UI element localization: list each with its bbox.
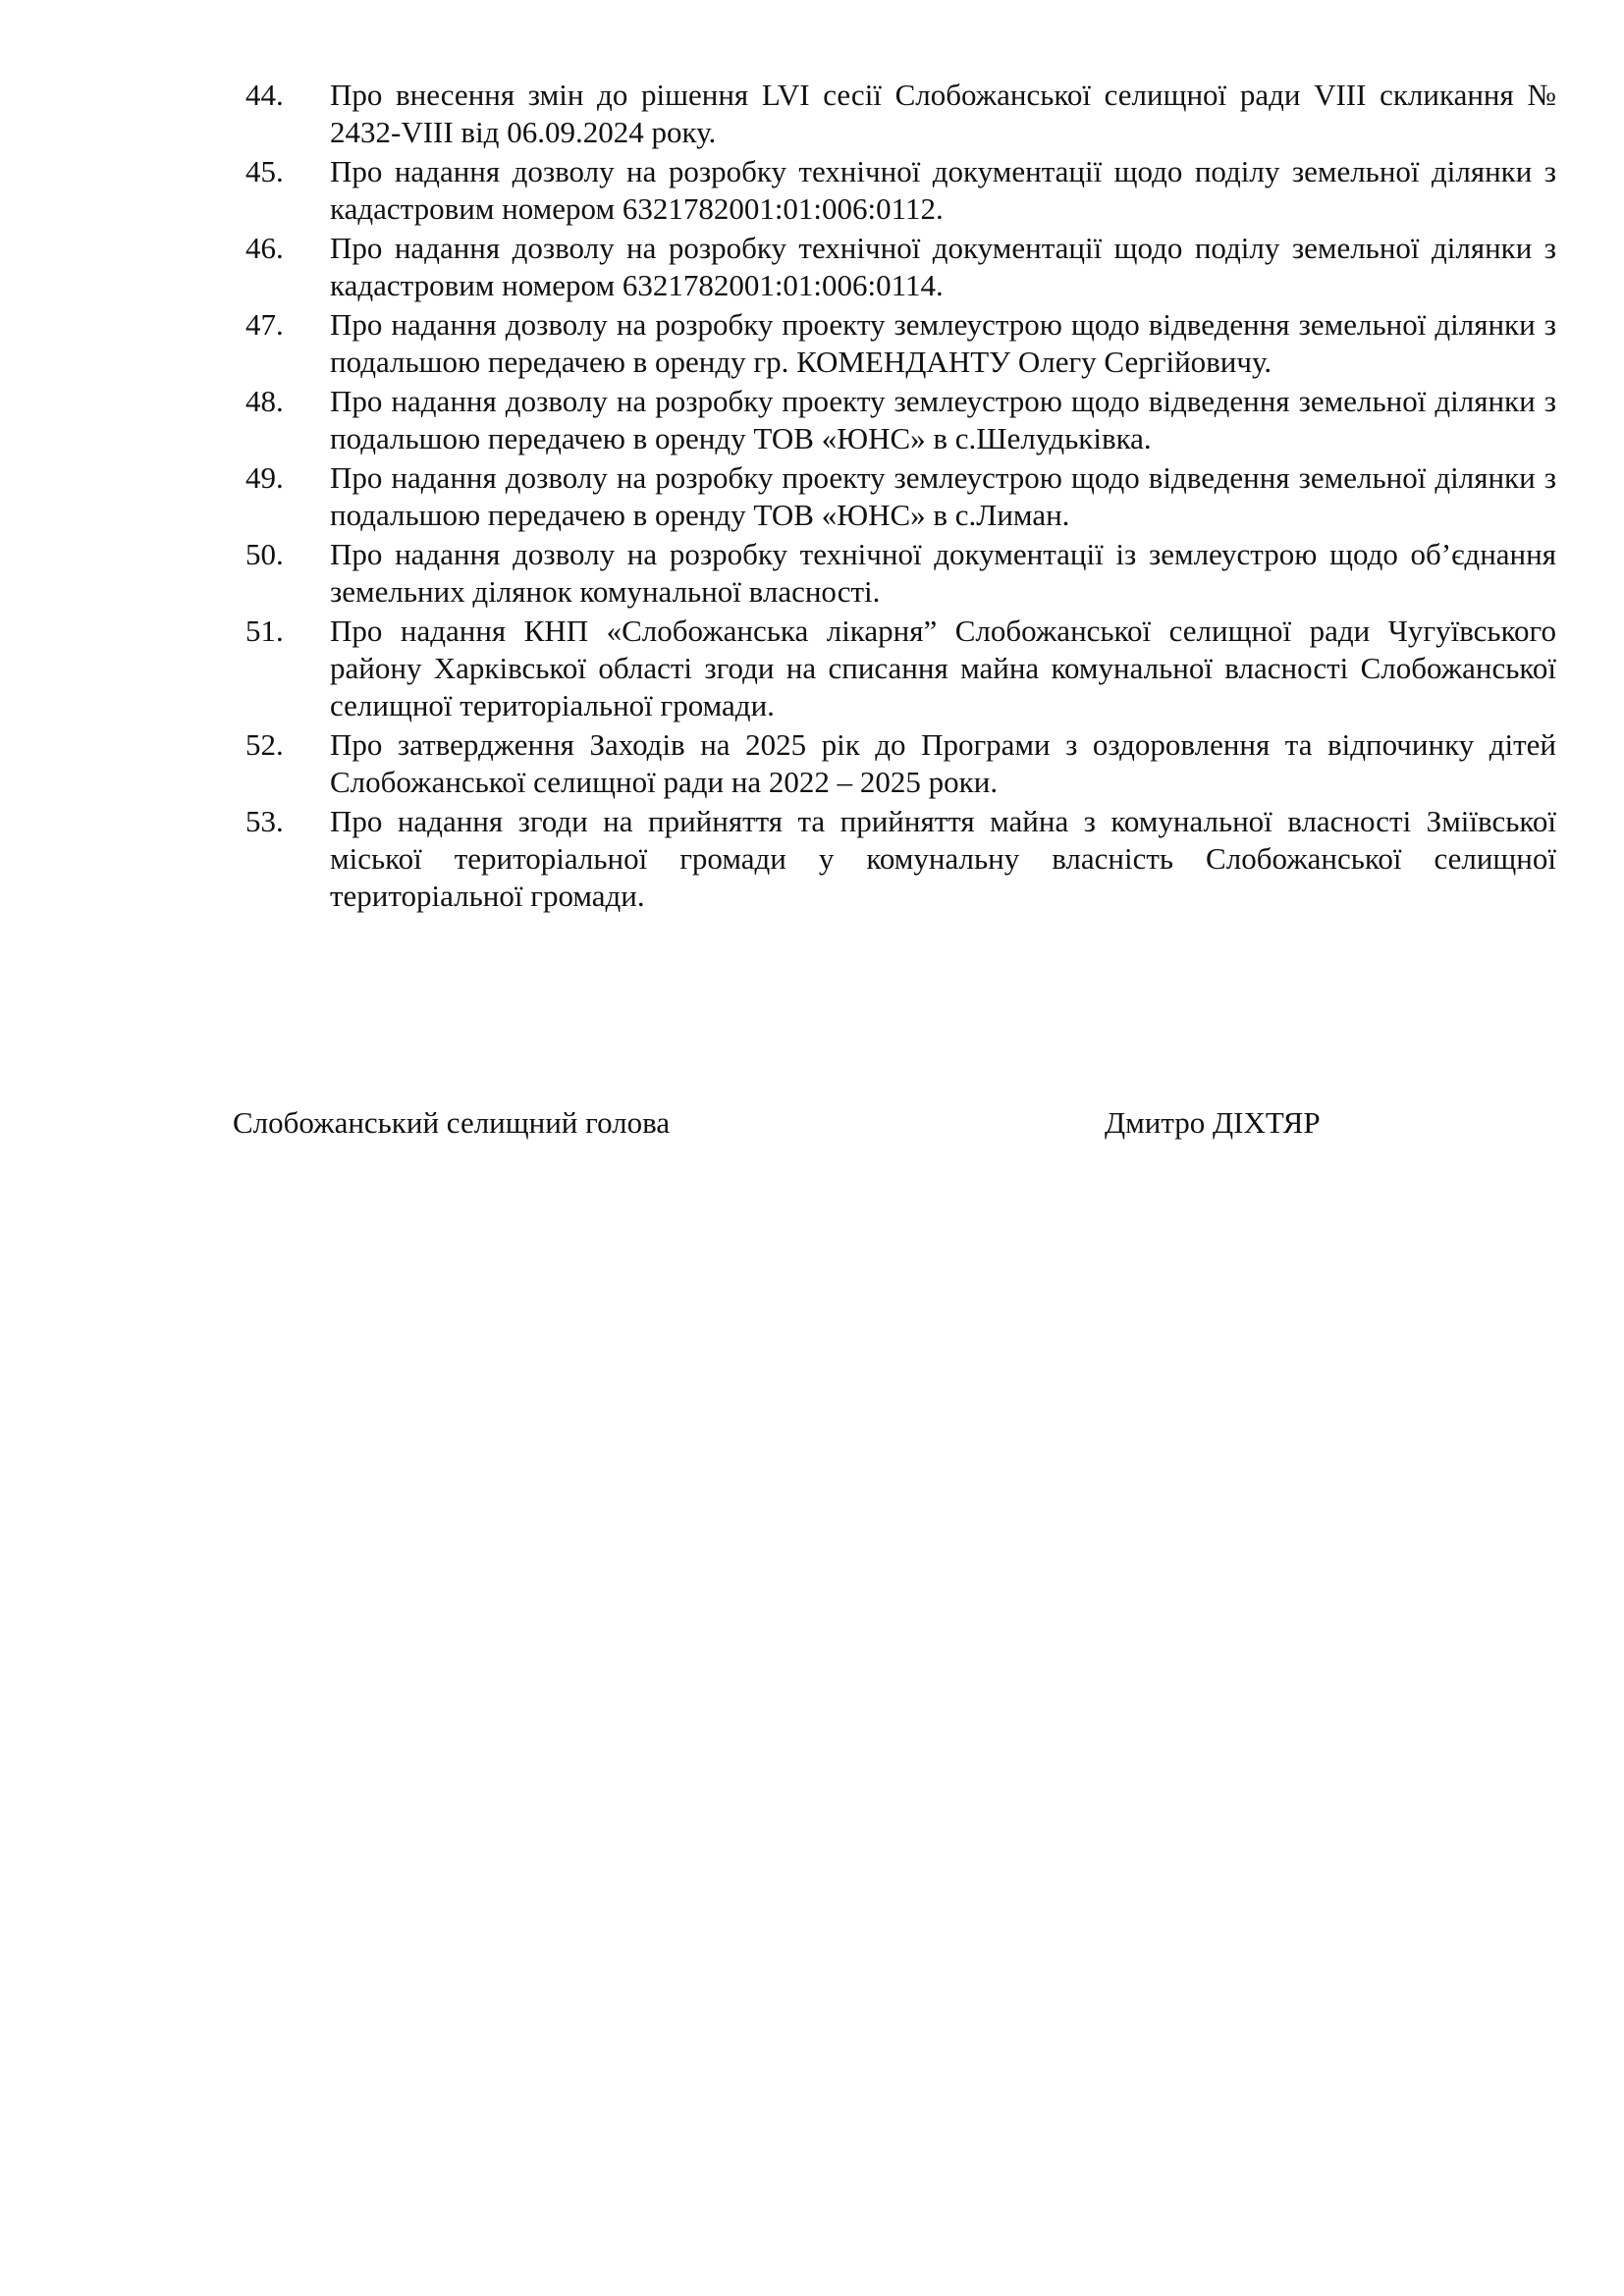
item-text: Про надання дозволу на розробку проекту землеустрою щодо відведення земельної ділянки з подальшою передачею в оренду гр. КОМЕНДАНТУ Олегу Сергійовичу. [330,307,1556,379]
agenda-item-49 [245,459,1556,534]
signatory-position: Слобожанський селищний голова [233,1105,671,1140]
item-text: Про надання дозволу на розробку технічної документації із землеустрою щодо об’єднання земельних ділянок комунальної власності. [330,537,1556,609]
agenda-item-53 [245,803,1556,915]
agenda-item-52 [245,726,1556,801]
agenda-item-47 [245,306,1556,381]
item-number: 52. [245,727,284,762]
agenda-item-50 [245,536,1556,611]
item-text: Про надання КНП «Слобожанська лікарня” Слобожанської селищної ради Чугуївського району Харківської області згоди на списання майна комунальної власності Слобожанської селищної територіальної громади. [330,614,1556,722]
item-text: Про надання дозволу на розробку технічної документації щодо поділу земельної ділянки з кадастровим номером 6321782001:01:006:0112. [330,154,1556,226]
agenda-item-46 [245,230,1556,304]
item-text: Про надання згоди на прийняття та прийняття майна з комунальної власності Зміївської міської територіальної громади у комунальну власність Слобожанської селищної територіальної громади. [330,804,1556,913]
agenda-item-45 [245,153,1556,228]
agenda-list [245,77,1556,917]
item-text: Про затвердження Заходів на 2025 рік до Програми з оздоровлення та відпочинку дітей Слобожанської селищної ради на 2022 – 2025 роки. [330,727,1556,799]
signatory-name: Дмитро ДІХТЯР [1105,1105,1321,1140]
item-number: 46. [245,231,284,265]
item-number: 48. [245,384,284,418]
agenda-item-48 [245,383,1556,457]
item-number: 44. [245,78,284,112]
agenda-item-51 [245,613,1556,724]
item-number: 51. [245,614,284,648]
agenda-item-44 [245,77,1556,151]
item-number: 45. [245,154,284,188]
item-number: 50. [245,537,284,571]
item-text: Про надання дозволу на розробку проекту землеустрою щодо відведення земельної ділянки з подальшою передачею в оренду ТОВ «ЮНС» в с.Лиман. [330,460,1556,532]
signature-block [233,1104,1391,1144]
item-text: Про надання дозволу на розробку проекту землеустрою щодо відведення земельної ділянки з подальшою передачею в оренду ТОВ «ЮНС» в с.Шелудьківка. [330,384,1556,455]
item-number: 53. [245,804,284,838]
item-number: 49. [245,460,284,495]
item-text: Про надання дозволу на розробку технічної документації щодо поділу земельної ділянки з кадастровим номером 6321782001:01:006:0114. [330,231,1556,302]
item-text: Про внесення змін до рішення LVI сесії Слобожанської селищної ради VIII скликання № 2432-VIII від 06.09.2024 року. [330,78,1556,149]
item-number: 47. [245,307,284,342]
